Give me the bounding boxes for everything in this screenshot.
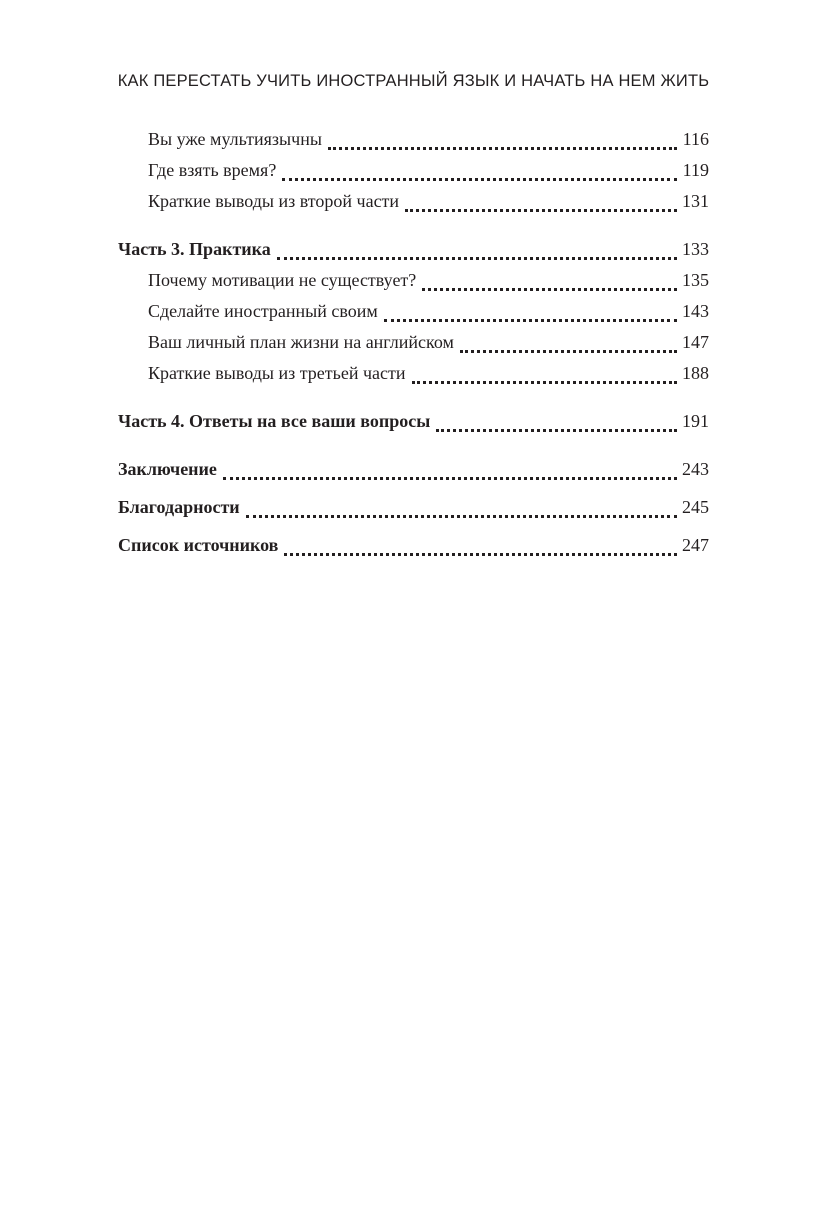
toc-entry[interactable] (118, 155, 709, 186)
dot-leader (384, 319, 677, 322)
toc-entry[interactable] (118, 186, 709, 217)
dot-leader (405, 209, 677, 212)
toc-entry-title: Заключение (118, 459, 217, 479)
toc-part-entry[interactable] (118, 406, 709, 437)
dot-leader (284, 553, 677, 556)
dot-leader (436, 429, 677, 432)
toc-part-entry[interactable] (118, 492, 709, 523)
toc-entry-title: Благодарности (118, 497, 240, 517)
toc-entry-page: 243 (682, 459, 709, 479)
toc-entry[interactable] (118, 327, 709, 358)
dot-leader (223, 477, 677, 480)
table-of-contents (118, 124, 709, 561)
toc-entry-page: 245 (682, 497, 709, 517)
dot-leader (246, 515, 677, 518)
toc-entry-page: 131 (682, 191, 709, 211)
toc-entry-title: Краткие выводы из второй части (148, 191, 400, 211)
toc-entry-title: Часть 4. Ответы на все ваши вопросы (118, 411, 431, 431)
toc-part-entry[interactable] (118, 454, 709, 485)
toc-entry-title: Часть 3. Практика (118, 239, 271, 259)
dot-leader (412, 381, 677, 384)
toc-entry-page: 116 (682, 129, 709, 149)
toc-entry-title: Ваш личный план жизни на английском (148, 332, 454, 352)
toc-entry-title: Краткие выводы из третьей части (148, 363, 406, 383)
toc-entry-page: 119 (682, 160, 709, 180)
toc-part-entry[interactable] (118, 530, 709, 561)
toc-entry-page: 191 (682, 411, 709, 431)
dot-leader (282, 178, 677, 181)
toc-entry-page: 247 (682, 535, 709, 555)
toc-entry-page: 133 (682, 239, 709, 259)
toc-entry-title: Сделайте иностранный своим (148, 301, 378, 321)
toc-entry-title: Где взять время? (148, 160, 277, 180)
toc-entry[interactable] (118, 296, 709, 327)
toc-entry[interactable] (118, 124, 709, 155)
dot-leader (460, 350, 677, 353)
dot-leader (328, 147, 677, 150)
toc-entry-page: 147 (682, 332, 709, 352)
toc-entry-page: 188 (682, 363, 709, 383)
toc-entry-title: Вы уже мультиязычны (148, 129, 322, 149)
toc-entry[interactable] (118, 358, 709, 389)
toc-entry-title: Список источников (118, 535, 279, 555)
dot-leader (277, 257, 677, 260)
toc-entry-page: 135 (682, 270, 709, 290)
toc-entry-page: 143 (682, 301, 709, 321)
running-head: КАК ПЕРЕСТАТЬ УЧИТЬ ИНОСТРАННЫЙ ЯЗЫК И НАЧАТЬ НА НЕМ ЖИТЬ (117, 72, 710, 90)
toc-entry-title: Почему мотивации не существует? (148, 270, 417, 290)
toc-entry[interactable] (118, 265, 709, 296)
toc-part-entry[interactable] (118, 234, 709, 265)
dot-leader (422, 288, 677, 291)
